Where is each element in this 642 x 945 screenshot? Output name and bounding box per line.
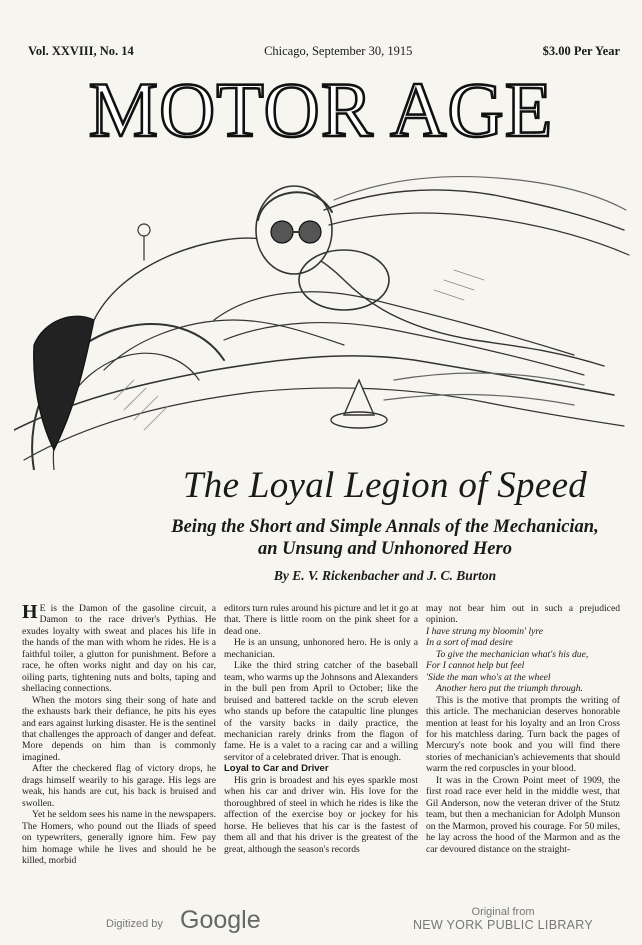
volume-number: Vol. XXVIII, No. 14 bbox=[28, 44, 134, 58]
paragraph: His grin is broadest and his eyes sparkle most when his car and driver win. His love for the thoroughbred of steel in which he rides is like the affection of the exercise boy or jockey for his horse. He believes that his car is the fastest of them all and that his driver is the greatest of the great, although the season's records bbox=[224, 774, 418, 855]
paragraph: H E is the Damon of the gasoline circuit, a Damon to the race driver's Pythias. He exudes loyalty with sweat and places his life in the hands of the man with whom he rides. He is a faithful toiler, a glutton for punishment. Before a race, he often works night and day on his car, oiling parts, tightening nuts and bolts, taping and shellacing connections. bbox=[22, 603, 216, 695]
paragraph: Yet he seldom sees his name in the newspapers. The Homers, who pound out the Iliads of speed on typewriters, generally ignore him. Few pay him homage while he lives and should he be killed, morbid bbox=[22, 809, 216, 866]
poem-line: Another hero put the triumph through. bbox=[436, 683, 583, 695]
issue-date: Chicago, September 30, 1915 bbox=[264, 44, 413, 58]
article-byline: By E. V. Rickenbacher and J. C. Burton bbox=[273, 568, 497, 583]
paragraph: When the motors sing their song of hate and the exhausts bark their defiance, he pits his eyes and ears against lurking disaster. He is the sentinel that challenges the approach of danger and defeat. More depends on him than is commonly imagined. bbox=[22, 694, 216, 763]
paragraph: This is the motive that prompts the writing of this article. The mechanician deserves honorable mention at least for his loyalty and an Iron Cross for his matchless daring. Turn back the pages of Mercury's note book and you will find there stories of mechanician's achievements that should warm the red corpuscles in your blood. bbox=[426, 694, 620, 775]
article-title: The Loyal Legion of Speed bbox=[182, 465, 588, 506]
section-subhead: Loyal to Car and Driver bbox=[224, 763, 329, 775]
racing-driver-illustration bbox=[14, 170, 634, 470]
article-subtitle-line1: Being the Short and Simple Annals of the Mechanician, bbox=[171, 517, 599, 537]
poem-line: In a sort of mad desire bbox=[426, 637, 513, 649]
original-from-label: Original from bbox=[471, 906, 535, 918]
article-body bbox=[22, 603, 620, 923]
paragraph: Like the third string catcher of the baseball team, who warms up the Johnsons and Alexanders in the bull pen from April to October; like the bruised and battered tackle on the scrub eleven who stands up before the catapultic line plunges of the varsity backs in daily practice, the mechanician rarely drinks from the flagon of fame. He is a valet to a racing car and a willing servitor of a celebrated driver. That is enough. bbox=[224, 660, 418, 763]
paragraph: He is an unsung, unhonored hero. He is only a mechanician. bbox=[224, 637, 418, 660]
google-logo: Google bbox=[180, 906, 261, 934]
poem-line: For I cannot help but feel bbox=[426, 660, 525, 672]
column-2 bbox=[224, 603, 418, 923]
library-name: NEW YORK PUBLIC LIBRARY bbox=[412, 918, 594, 932]
paragraph: may not bear him out in such a prejudiced opinion. bbox=[426, 603, 620, 626]
poem-line: I have strung my bloomin' lyre bbox=[426, 625, 544, 637]
article-title-block bbox=[150, 466, 620, 584]
column-3 bbox=[426, 603, 620, 923]
paragraph: After the checkered flag of victory drops, he drags himself wearily to his garage. His legs are weak, his hands are cut, his back is bruised and swollen. bbox=[22, 763, 216, 809]
subscription-price: $3.00 Per Year bbox=[542, 44, 620, 58]
magazine-logo bbox=[0, 66, 642, 152]
poem-line: To give the mechanician what's his due, bbox=[436, 648, 589, 660]
logo-text: MOTOR AGE bbox=[88, 66, 554, 152]
masthead-line bbox=[28, 44, 620, 59]
logo-svg bbox=[61, 66, 581, 152]
drop-cap: H bbox=[22, 603, 38, 623]
original-source bbox=[388, 906, 618, 932]
digitized-by-label: Digitized by bbox=[106, 918, 163, 930]
paragraph: editors turn rules around his picture and let it go at that. There is little room on the pink sheet for a dead one. bbox=[224, 603, 418, 637]
column-1 bbox=[22, 603, 216, 923]
article-subtitle-line2: an Unsung and Unhonored Hero bbox=[258, 539, 512, 559]
scan-footer bbox=[0, 906, 642, 945]
poem-line: 'Side the man who's at the wheel bbox=[426, 671, 551, 683]
paragraph: It was in the Crown Point meet of 1909, the first road race ever held in the middle west, that Gil Anderson, now the veteran driver of the Stutz team, but then a mechanician for Adolph Munson on the Marmon, proved his courage. For 50 miles, he lay across the hood of the Marmon and as the car devoured distance on the straight- bbox=[426, 774, 620, 855]
